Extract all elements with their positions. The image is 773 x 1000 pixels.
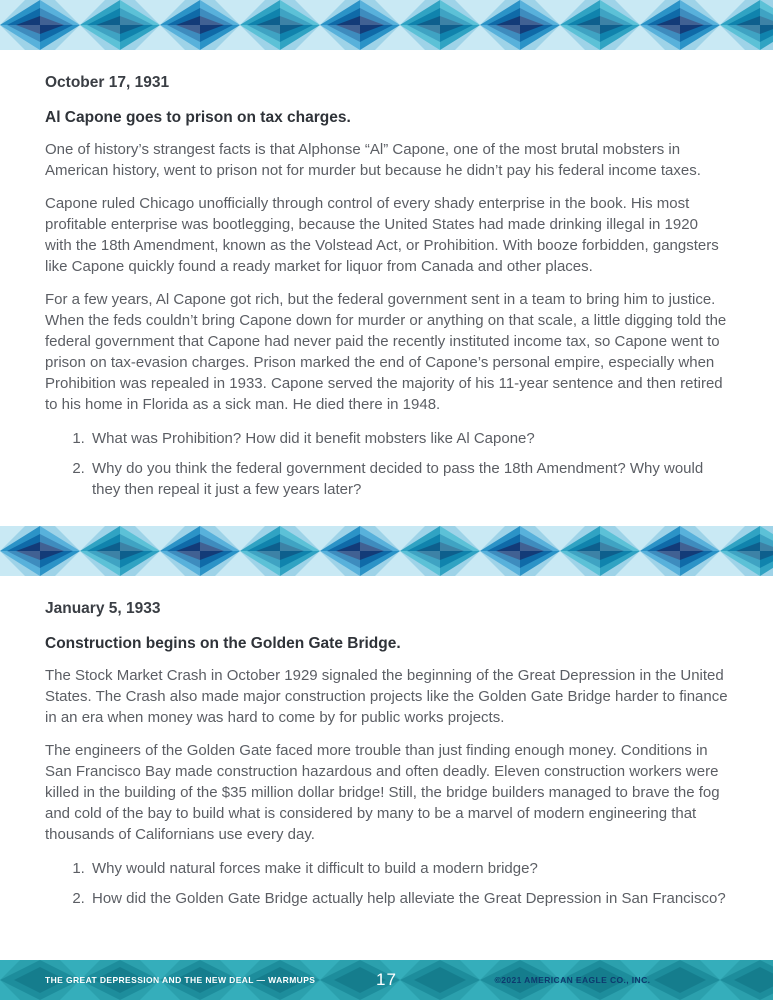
page-footer: [0, 960, 773, 1000]
paragraph: The engineers of the Golden Gate faced more trouble than just finding enough money. Conditions in San Francisco Bay made construction hazardous and often deadly. Eleven construction workers were killed in the building of the $35 million dollar bridge! Still, the bridge builders managed to brave the fog and cold of the bay to build what is considered by many to be a marvel of modern engineering that thousands of Californians use every day.: [45, 742, 720, 843]
footer-content: [0, 960, 773, 1000]
paragraph: Capone ruled Chicago unofficially through control of every shady enterprise in the book. His most profitable enterprise was bootlegging, because the United States had made drinking illegal in 1920 with the 18th Amendment, known as the Volstead Act, or Prohibition. With booze forbidden, gangsters like Capone quickly found a ready market for liquor from Canada and other places.: [45, 195, 719, 275]
geometric-pattern: [0, 526, 773, 576]
footer-copyright: ©2021 AMERICAN EAGLE CO., INC.: [494, 975, 651, 985]
questions-list: [45, 428, 728, 500]
footer-book-title: THE GREAT DEPRESSION AND THE NEW DEAL — WARMUPS: [45, 975, 316, 985]
date-heading: October 17, 1931: [45, 74, 170, 91]
section-title: Al Capone goes to prison on tax charges.: [45, 109, 351, 126]
section-al-capone: [0, 50, 773, 500]
paragraph: The Stock Market Crash in October 1929 signaled the beginning of the Great Depression in the United States. The Crash also made major construction projects like the Golden Gate Bridge harder to finance in an era when money was hard to come by for public works projects.: [45, 667, 728, 726]
paragraph: One of history’s strangest facts is that Alphonse “Al” Capone, one of the most brutal mobsters in American history, went to prison not for murder but because he didn’t pay his federal income taxes.: [45, 141, 701, 179]
question-item: 2. Why do you think the federal government decided to pass the 18th Amendment? Why would they then repeal it just a few years later?: [89, 458, 728, 500]
question-item: 1. Why would natural forces make it difficult to build a modern bridge?: [89, 858, 728, 879]
questions-list: [45, 858, 728, 909]
footer-page-number: 17: [376, 970, 397, 989]
decorative-banner-top: [0, 0, 773, 50]
decorative-banner-middle: [0, 526, 773, 576]
date-heading: January 5, 1933: [45, 600, 161, 617]
section-title: Construction begins on the Golden Gate Bridge.: [45, 635, 401, 652]
section-golden-gate: [0, 576, 773, 909]
geometric-pattern: [0, 0, 773, 50]
paragraph: For a few years, Al Capone got rich, but the federal government sent in a team to bring him to justice. When the feds couldn’t bring Capone down for murder or anything on that scale, a little digging told the federal government that Capone had never paid the recently instituted income tax, so Capone went to prison on tax-evasion charges. Prison marked the end of Capone’s personal empire, especially when Prohibition was repealed in 1933. Capone served the majority of his 11-year sentence and then retired to his home in Florida as a sick man. He died there in 1948.: [45, 291, 727, 413]
question-item: 1. What was Prohibition? How did it benefit mobsters like Al Capone?: [89, 428, 728, 449]
question-item: 2. How did the Golden Gate Bridge actually help alleviate the Great Depression in San Francisco?: [89, 888, 728, 909]
